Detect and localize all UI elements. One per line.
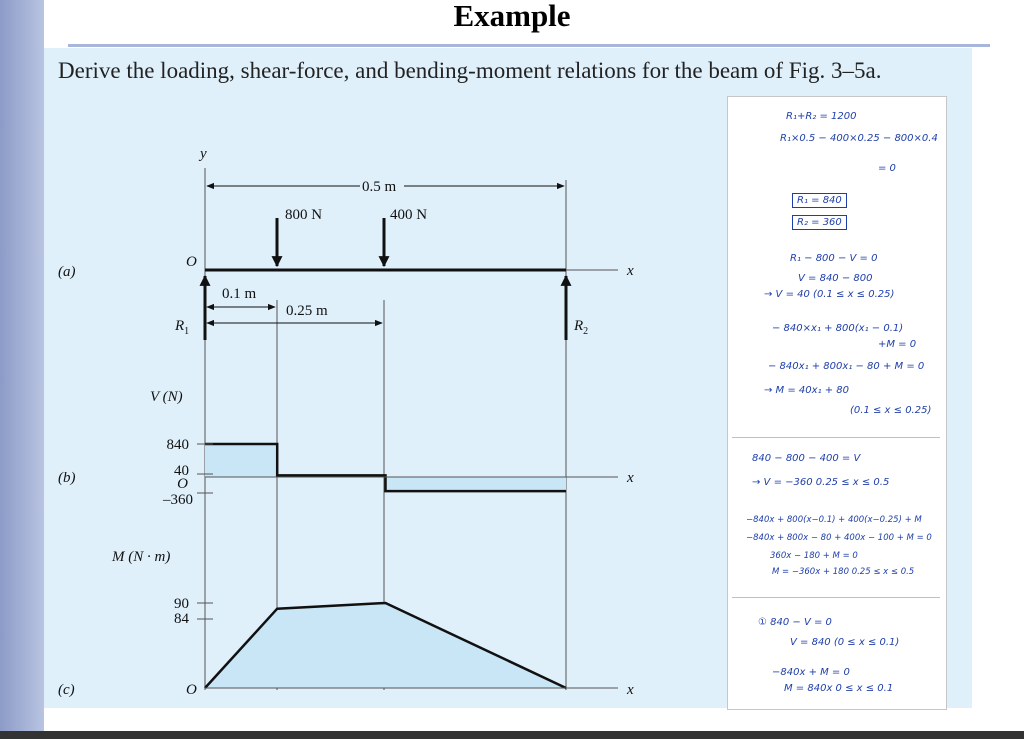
x-axis-label-b: x xyxy=(627,470,634,486)
note-line-23: M = 840x 0 ≤ x ≤ 0.1 xyxy=(784,683,894,694)
note-line-22: −840x + M = 0 xyxy=(772,667,850,678)
origin-label-c: O xyxy=(186,682,197,698)
note-line-4: R₁ = 840 xyxy=(792,193,847,208)
tick-label-40: 40 xyxy=(174,463,189,479)
note-line-20: ① 840 − V = 0 xyxy=(758,617,832,628)
note-line-5: R₂ = 360 xyxy=(792,215,847,230)
note-line-14: 840 − 800 − 400 = V xyxy=(752,453,861,464)
panel-c-label: (c) xyxy=(58,682,75,698)
dim1-label: 0.1 m xyxy=(222,286,257,302)
bottom-rule xyxy=(0,731,1024,739)
span-label: 0.5 m xyxy=(362,179,397,195)
panel-a-label: (a) xyxy=(58,264,76,280)
note-line-17: −840x + 800x − 80 + 400x − 100 + M = 0 xyxy=(746,533,932,543)
note-divider-1 xyxy=(732,437,940,438)
note-line-15: → V = −360 0.25 ≤ x ≤ 0.5 xyxy=(752,477,890,488)
note-line-16: −840x + 800(x−0.1) + 400(x−0.25) + M xyxy=(746,515,922,525)
load2-label: 400 N xyxy=(390,207,428,223)
note-divider-2 xyxy=(732,597,940,598)
reaction-r1-label: $R_1$ xyxy=(175,318,190,337)
note-line-18: 360x − 180 + M = 0 xyxy=(770,551,858,561)
note-line-2: R₁×0.5 − 400×0.25 − 800×0.4 xyxy=(780,133,938,144)
tick-label-840: 840 xyxy=(166,437,189,453)
moment-area xyxy=(205,603,566,688)
x-axis-label-a: x xyxy=(627,263,634,279)
note-line-10: +M = 0 xyxy=(878,339,917,350)
x-axis-label-c: x xyxy=(627,682,634,698)
note-line-1: R₁+R₂ = 1200 xyxy=(786,111,857,122)
panel-b-label: (b) xyxy=(58,470,76,486)
note-line-19: M = −360x + 180 0.25 ≤ x ≤ 0.5 xyxy=(772,567,915,577)
reaction-r2-label: $R_2$ xyxy=(574,318,589,337)
note-line-21: V = 840 (0 ≤ x ≤ 0.1) xyxy=(790,637,900,648)
tick-label-neg360: –360 xyxy=(163,492,193,508)
moment-axis-label: M (N · m) xyxy=(112,549,171,565)
note-line-13: (0.1 ≤ x ≤ 0.25) xyxy=(850,405,932,416)
dim2-label: 0.25 m xyxy=(286,303,328,319)
tick-label-90: 90 xyxy=(174,596,189,612)
note-line-12: → M = 40x₁ + 80 xyxy=(764,385,850,396)
origin-label-a: O xyxy=(186,254,197,270)
handwritten-notes xyxy=(727,96,947,710)
tick-label-84: 84 xyxy=(174,611,189,627)
shear-axis-label: V (N) xyxy=(150,389,183,405)
note-line-8: → V = 40 (0.1 ≤ x ≤ 0.25) xyxy=(764,289,895,300)
slide-title: Example xyxy=(453,0,571,33)
y-axis-label: y xyxy=(200,146,207,162)
origin-label-b: O xyxy=(177,476,188,492)
load1-label: 800 N xyxy=(285,207,323,223)
note-line-9: − 840×x₁ + 800(x₁ − 0.1) xyxy=(772,323,904,334)
note-line-7: V = 840 − 800 xyxy=(798,273,873,284)
problem-statement: Derive the loading, shear-force, and bending-moment relations for the beam of Fig. 3–5a. xyxy=(58,58,882,83)
note-line-3: = 0 xyxy=(878,163,896,174)
note-line-11: − 840x₁ + 800x₁ − 80 + M = 0 xyxy=(768,361,925,372)
note-line-6: R₁ − 800 − V = 0 xyxy=(790,253,878,264)
